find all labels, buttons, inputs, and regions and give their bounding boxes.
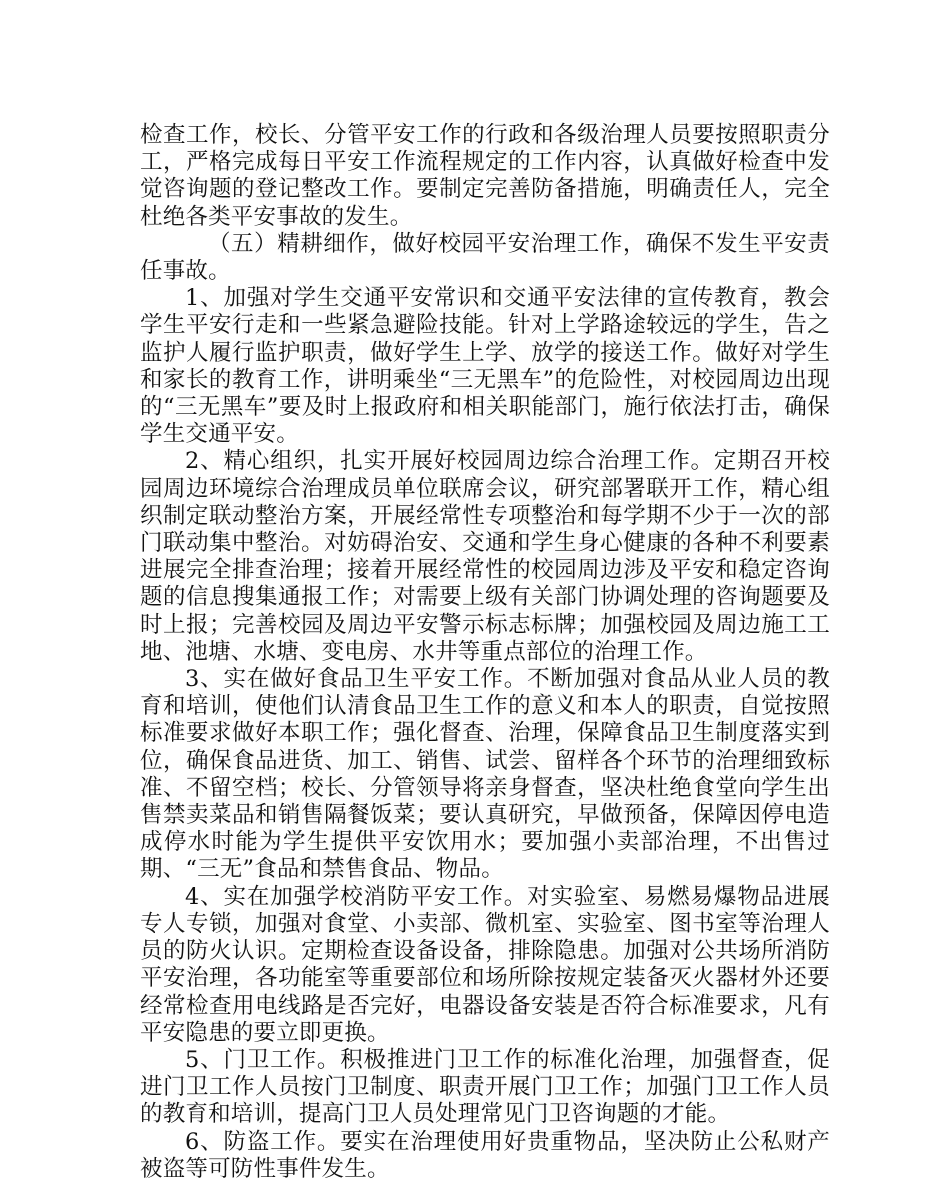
paragraph-item-5: 5、门卫工作。积极推进门卫工作的标准化治理，加强督查，促进门卫工作人员按门卫制度、职责开展门卫工作；加强门卫工作人员的教育和培训，提高门卫人员处理常见门卫咨询题的才能。	[140, 1046, 830, 1128]
document-body	[140, 122, 830, 1183]
paragraph-continuation: 检查工作，校长、分管平安工作的行政和各级治理人员要按照职责分工，严格完成每日平安工作流程规定的工作内容，认真做好检查中发觉咨询题的登记整改工作。要制定完善防备措施，明确责任人，完全杜绝各类平安事故的发生。	[140, 122, 830, 230]
paragraph-item-4: 4、实在加强学校消防平安工作。对实验室、易燃易爆物品进展专人专锁，加强对食堂、小卖部、微机室、实验室、图书室等治理人员的防火认识。定期检查设备设备，排除隐患。加强对公共场所消防平安治理，各功能室等重要部位和场所除按规定装备灭火器材外还要经常检查用电线路是否完好，电器设备安装是否符合标准要求，凡有平安隐患的要立即更换。	[140, 883, 830, 1046]
paragraph-item-3: 3、实在做好食品卫生平安工作。不断加强对食品从业人员的教育和培训，使他们认清食品卫生工作的意义和本人的职责，自觉按照标准要求做好本职工作；强化督查、治理，保障食品卫生制度落实到位，确保食品进货、加工、销售、试尝、留样各个环节的治理细致标准、不留空档；校长、分管领导将亲身督查，坚决杜绝食堂向学生出售禁卖菜品和销售隔餐饭菜；要认真研究，早做预备，保障因停电造成停水时能为学生提供平安饮用水；要加强小卖部治理，不出售过期、“三无”食品和禁售食品、物品。	[140, 666, 830, 883]
section-heading: （五）精耕细作，做好校园平安治理工作，确保不发生平安责任事故。	[140, 230, 830, 285]
paragraph-item-2: 2、精心组织，扎实开展好校园周边综合治理工作。定期召开校园周边环境综合治理成员单位联席会议，研究部署联开工作，精心组织制定联动整治方案，开展经常性专项整治和每学期不少于一次的部门联动集中整治。对妨碍治安、交通和学生身心健康的各种不利要素进展完全排查治理；接着开展经常性的校园周边涉及平安和稳定咨询题的信息搜集通报工作；对需要上级有关部门协调处理的咨询题要及时上报；完善校园及周边平安警示标志标牌；加强校园及周边施工工地、池塘、水塘、变电房、水井等重点部位的治理工作。	[140, 448, 830, 665]
paragraph-item-6: 6、防盗工作。要实在治理使用好贵重物品，坚决防止公私财产被盗等可防性事件发生。	[140, 1128, 830, 1182]
paragraph-item-1: 1、加强对学生交通平安常识和交通平安法律的宣传教育，教会学生平安行走和一些紧急避险技能。针对上学路途较远的学生，告之监护人履行监护职责，做好学生上学、放学的接送工作。做好对学生和家长的教育工作，讲明乘坐“三无黑车”的危险性，对校园周边出现的“三无黑车”要及时上报政府和相关职能部门，施行依法打击，确保学生交通平安。	[140, 285, 830, 448]
